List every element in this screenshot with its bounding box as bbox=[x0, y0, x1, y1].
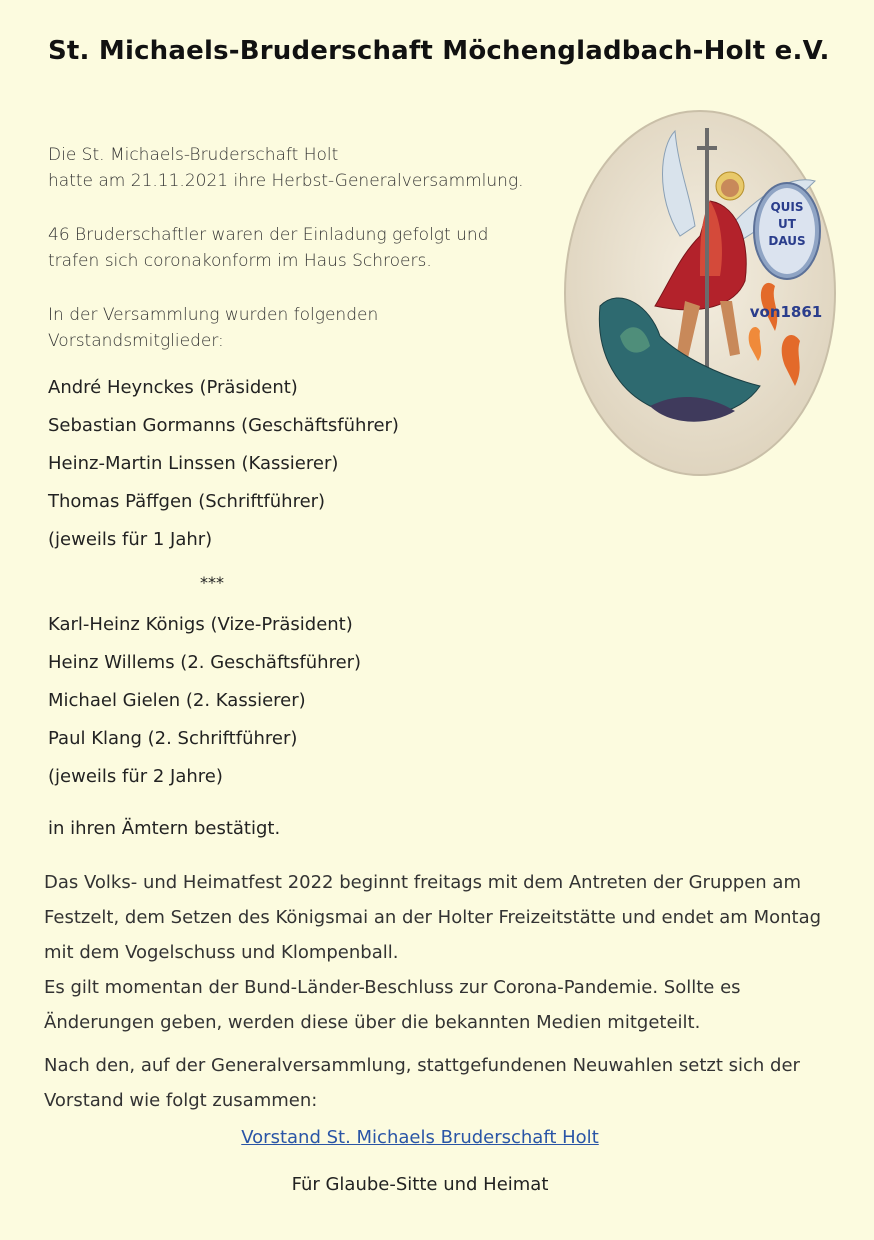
intro-line: Die St. Michaels-Bruderschaft Holt bbox=[48, 145, 339, 165]
confirmed-text: in ihren Ämtern bestätigt. bbox=[48, 818, 281, 839]
intro-line: trafen sich coronakonform im Haus Schroers. bbox=[48, 251, 432, 271]
shield-text: DAUS bbox=[768, 234, 806, 248]
intro-line: 46 Bruderschaftler waren der Einladung gefolgt und bbox=[48, 225, 489, 245]
board-member: Karl-Heinz Königs (Vize-Präsident) bbox=[48, 614, 353, 635]
board-member: Heinz Willems (2. Geschäftsführer) bbox=[48, 652, 362, 673]
board-member: Sebastian Gormanns (Geschäftsführer) bbox=[48, 415, 399, 436]
intro-line: hatte am 21.11.2021 ihre Herbst-Generalversammlung. bbox=[48, 171, 524, 191]
shield-text: UT bbox=[778, 217, 796, 231]
page-title: St. Michaels-Bruderschaft Möchengladbach-Holt e.V. bbox=[48, 36, 830, 66]
separator: *** bbox=[200, 573, 224, 592]
term-note: (jeweils für 2 Jahre) bbox=[48, 766, 223, 787]
saint-michael-emblem-icon bbox=[560, 106, 840, 481]
board-link[interactable]: Vorstand St. Michaels Bruderschaft Holt bbox=[241, 1127, 599, 1148]
paragraph-corona: Es gilt momentan der Bund-Länder-Beschluss zur Corona-Pandemie. Sollte es Änderungen geben, werden diese über die bekannten Medien mitgeteilt. bbox=[44, 977, 741, 1033]
term-note: (jeweils für 1 Jahr) bbox=[48, 529, 213, 550]
paragraph-neuwahlen: Nach den, auf der Generalversammlung, stattgefundenen Neuwahlen setzt sich der Vorstand wie folgt zusammen: bbox=[44, 1055, 800, 1111]
paragraph-fest: Das Volks- und Heimatfest 2022 beginnt freitags mit dem Antreten der Gruppen am Festzelt, dem Setzen des Königsmai an der Holter Freizeitstätte und endet am Montag mit dem Vogelschuss und Klompenball. bbox=[44, 872, 822, 963]
board-member: André Heynckes (Präsident) bbox=[48, 377, 298, 398]
intro-line: Vorstandsmitglieder: bbox=[48, 331, 224, 351]
intro-line: In der Versammlung wurden folgenden bbox=[48, 305, 379, 325]
intro-block-1 bbox=[48, 142, 568, 194]
motto: Für Glaube-Sitte und Heimat bbox=[291, 1174, 549, 1195]
board-member: Heinz-Martin Linssen (Kassierer) bbox=[48, 453, 339, 474]
emblem-image bbox=[560, 106, 840, 485]
board-member: Michael Gielen (2. Kassierer) bbox=[48, 690, 306, 711]
board-member: Paul Klang (2. Schriftführer) bbox=[48, 728, 298, 749]
year-label: von1861 bbox=[749, 303, 823, 321]
shield-text: QUIS bbox=[770, 200, 804, 214]
intro-block-3 bbox=[48, 302, 568, 354]
board-member: Thomas Päffgen (Schriftführer) bbox=[48, 491, 326, 512]
intro-block-2 bbox=[48, 222, 568, 274]
